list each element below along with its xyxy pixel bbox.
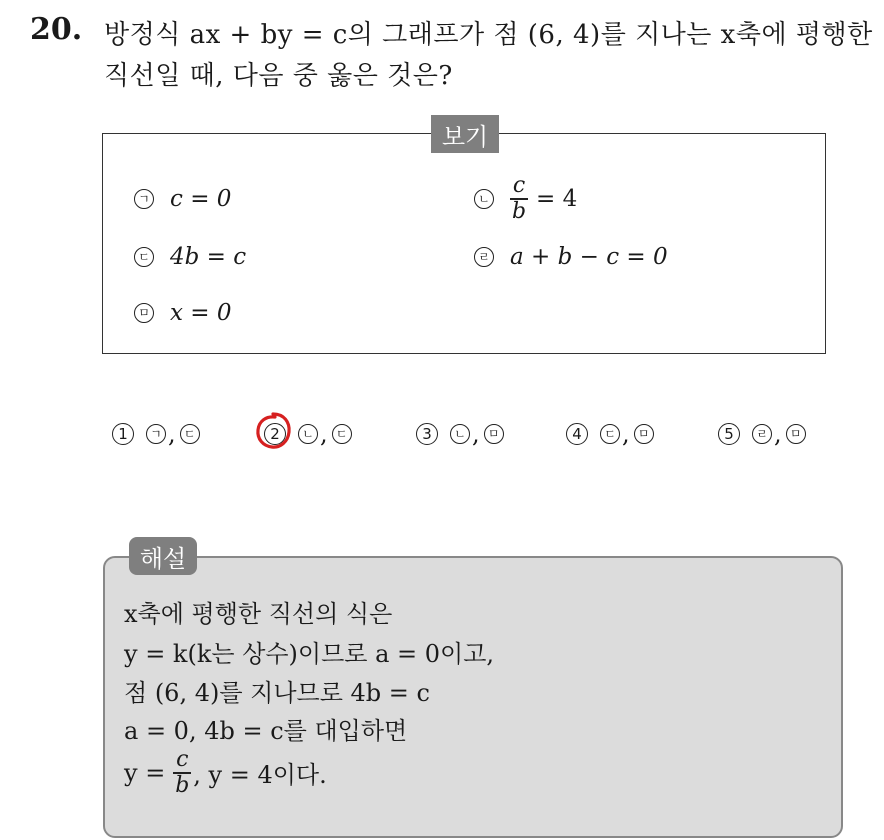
fraction-numerator: c — [176, 747, 189, 772]
bogi-item-4 — [474, 244, 668, 270]
choice-marker: ㄹ — [752, 424, 772, 444]
bogi-item-text: c = 0 — [170, 186, 232, 212]
bogi-item-text: = 4 — [536, 185, 578, 212]
question-number: 20. — [30, 12, 83, 47]
explanation-last-suffix: , y = 4이다. — [193, 761, 327, 790]
answer-circle-mark — [252, 410, 294, 452]
bogi-item-text: a + b − c = 0 — [510, 244, 668, 270]
marker-digeut: ㄷ — [134, 247, 154, 267]
bogi-item-1 — [134, 186, 231, 212]
choice-3[interactable]: 3 ㄴ , ㅁ — [416, 420, 504, 448]
choice-1[interactable]: 1 ㄱ , ㄷ — [112, 420, 200, 448]
marker-rieul: ㄹ — [474, 247, 494, 267]
explanation-fraction — [173, 748, 191, 798]
choice-marker: ㄱ — [146, 424, 166, 444]
explanation-line-3: 점 (6, 4)를 지나므로 4b = c — [124, 679, 430, 707]
choice-marker: ㅁ — [634, 424, 654, 444]
fraction-numerator: c — [512, 173, 526, 198]
explanation-line-2: y = k(k는 상수)이므로 a = 0이고, — [124, 640, 495, 668]
explanation-last-prefix: y = — [124, 758, 166, 787]
marker-mieum: ㅁ — [134, 303, 154, 323]
marker-giyeok: ㄱ — [134, 189, 154, 209]
choice-number: 4 — [566, 423, 588, 445]
choice-marker: ㄴ — [298, 424, 318, 444]
bogi-item-text: x = 0 — [170, 300, 232, 326]
question-text-line2: 직선일 때, 다음 중 옳은 것은? — [104, 61, 453, 91]
choice-number: 3 — [416, 423, 438, 445]
explanation-line-1: x축에 평행한 직선의 식은 — [124, 600, 393, 628]
choice-marker: ㄷ — [600, 424, 620, 444]
choice-4[interactable]: 4 ㄷ , ㅁ — [566, 420, 654, 448]
choice-number: 2 — [264, 423, 286, 445]
choice-number: 1 — [112, 423, 134, 445]
explanation-title: 해설 — [129, 537, 197, 575]
bogi-title: 보기 — [431, 115, 499, 153]
fraction — [510, 174, 528, 224]
fraction-denominator: b — [511, 198, 527, 224]
bogi-item-text: 4b = c — [170, 244, 247, 270]
choice-5[interactable]: 5 ㄹ , ㅁ — [718, 420, 806, 448]
choice-2[interactable]: 2 ㄴ , ㄷ — [264, 420, 352, 448]
choice-marker: ㄷ — [180, 424, 200, 444]
choice-marker: ㅁ — [786, 424, 806, 444]
bogi-item-5 — [134, 300, 232, 326]
choice-marker: ㄴ — [450, 424, 470, 444]
question-text-line1: 방정식 ax + by = c의 그래프가 점 (6, 4)를 지나는 x축에 평행한 — [104, 20, 873, 50]
marker-nieun: ㄴ — [474, 189, 494, 209]
explanation-line-4: a = 0, 4b = c를 대입하면 — [124, 717, 408, 745]
fraction-denominator: b — [175, 772, 190, 798]
choice-number: 5 — [718, 423, 740, 445]
choice-marker: ㄷ — [332, 424, 352, 444]
bogi-item-2 — [474, 174, 577, 224]
choice-marker: ㅁ — [484, 424, 504, 444]
explanation-line-5 — [124, 748, 327, 798]
bogi-item-3 — [134, 244, 246, 270]
